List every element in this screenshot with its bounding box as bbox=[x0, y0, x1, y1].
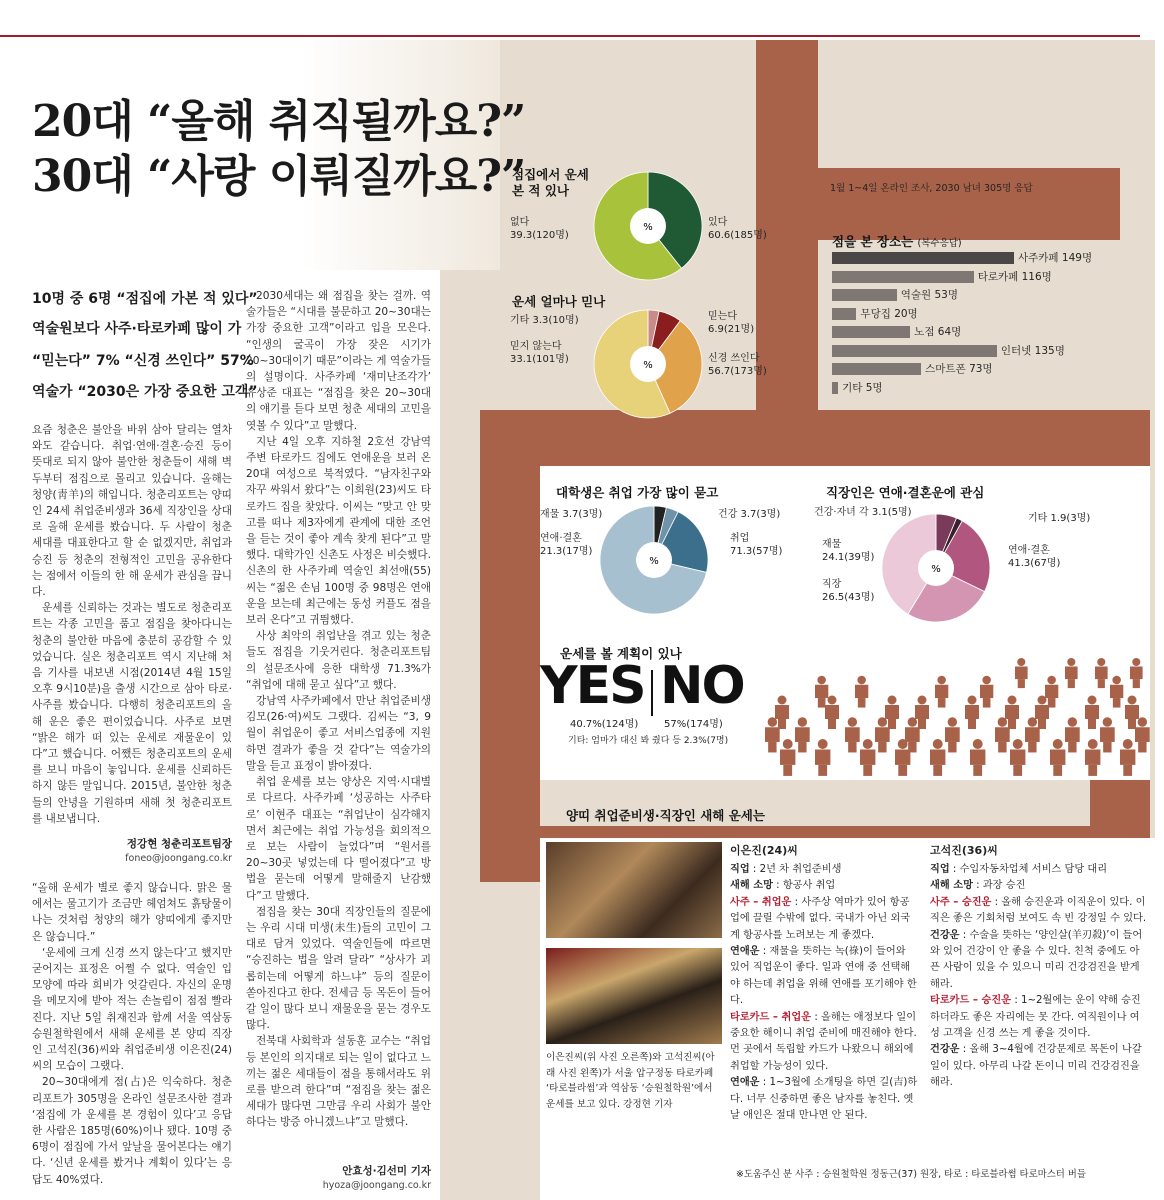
person-figure-11 bbox=[775, 696, 789, 730]
bar-label-6: 인터넷 135명 bbox=[1000, 344, 1065, 357]
person-figure-13 bbox=[885, 696, 899, 730]
bar-label-1: 사주카페 149명 bbox=[1018, 252, 1093, 264]
plan-yes: YES bbox=[540, 656, 645, 716]
person-figure-27 bbox=[1025, 717, 1040, 752]
pie3-label-job: 취업 71.3(57명) bbox=[730, 533, 783, 557]
plan-yes-value: 40.7%(124명) bbox=[570, 719, 639, 730]
pie4-chart bbox=[880, 512, 992, 624]
paragraph: 강남역 사주카페에서 만난 취업준비생 김모(26·여)씨도 그랬다. 김씨는 “3, 9월이 취업운이 좋고 서비스업종에 지원하면 결과가 좋을 것 같다”는 역술가의 말을 듣고 표정이 밝아졌다. bbox=[246, 695, 431, 772]
person2-details: 직업 : 수입자동차업체 서비스 담당 대리 새해 소망 : 과장 승진 사주 – 승진운 : 올해 승진운과 이직운이 있다. 이직은 좋은 기회처럼 보여도 속 빈 강정일 수 있다. 건강운 : 수술을 뜻하는 ‘양인살(羊刃殺)’이 들어와 있어 건강이 안 좋을 수 있다. 친척 중에도 아픈 사람이 있을 수 있으니 미리 건강검진을 받게 해라. 타로카드 – 승진운 : 1~2월에는 운이 약해 승진 하더라도 좋은 자리에는 못 간다. 여직원이나 여성 고객을 신경 쓰는 게 좋을 것이다. 건강운 : 올해 3~4월에 건강문제로 목돈이 나갈 일이 있다. 아무리 나갈 돈이니 미리 건강검진을 해라. bbox=[930, 864, 1147, 1089]
person-figure-20 bbox=[765, 717, 780, 752]
person-figure-40 bbox=[1120, 739, 1135, 776]
person-figure-37 bbox=[1010, 739, 1025, 776]
survey-note: 1월 1~4일 온라인 조사, 2030 남녀 305명 응답 bbox=[830, 183, 1033, 194]
pie4-label-wealth: 재물 24.1(39명) bbox=[822, 539, 875, 563]
byline-reporters: 안효성·김선미 기자 bbox=[342, 1165, 431, 1177]
photo-caption: 이은진씨(위 사진 오른쪽)와 고석진씨(아래 사진 왼쪽)가 서울 압구정동 타로카페 ‘타로블라썸’과 역삼동 ‘승원철학원’에서 운세를 보고 있다. 강정현 기자 bbox=[546, 1052, 715, 1110]
bar-2 bbox=[832, 271, 974, 283]
person-figure-29 bbox=[1100, 717, 1115, 752]
bar-4 bbox=[832, 308, 856, 320]
fortune-title: 양띠 취업준비생·직장인 새해 운세는 bbox=[566, 808, 765, 823]
headline-line1: 20대 “올해 취직될까요?” bbox=[32, 96, 526, 147]
plan-no: NO bbox=[660, 656, 744, 716]
pie4-label-workplace: 직장 26.5(43명) bbox=[822, 579, 875, 603]
pie2-label-believe: 믿는다 6.9(21명) bbox=[708, 311, 755, 335]
paragraph: 사상 최악의 취업난을 겪고 있는 청춘들도 점집을 기웃거린다. 청춘리포트팀의 설문조사에 응한 대학생 71.3%가 “취업에 대해 묻고 싶다”고 했다. bbox=[246, 630, 431, 691]
article-col2 bbox=[246, 288, 431, 1131]
photo-top bbox=[546, 842, 722, 938]
person-figure-30 bbox=[1135, 717, 1150, 752]
crowd-illustration bbox=[765, 640, 1150, 780]
bar-7 bbox=[832, 363, 921, 375]
char-box-left bbox=[480, 410, 540, 880]
subhead-1: 10명 중 6명 “점집에 가본 적 있다” bbox=[32, 291, 258, 307]
person-figure-15 bbox=[965, 696, 979, 730]
big-char: 占 bbox=[450, 62, 460, 73]
pie-unit-label: % bbox=[643, 360, 653, 371]
person-figure-14 bbox=[915, 696, 929, 730]
plan-note: 기타: 엄마가 대신 봐 줬다 등 2.3%(7명) bbox=[568, 736, 729, 746]
pie4-label-love: 연애·결혼 41.3(67명) bbox=[1008, 545, 1061, 569]
person-figure-16 bbox=[1005, 696, 1019, 730]
plan-title: 운세를 볼 계획이 있나 bbox=[560, 646, 682, 661]
pie2-title: 운세 얼마나 믿나 bbox=[512, 294, 606, 309]
person-figure-7 bbox=[935, 676, 948, 708]
pie-unit-label: % bbox=[931, 564, 941, 575]
person-figure-6 bbox=[855, 676, 868, 708]
char-horizontal-stroke bbox=[780, 168, 1120, 240]
subhead-3: “믿는다” 7% “신경 쓰인다” 57% bbox=[32, 353, 254, 369]
char-box-top bbox=[480, 410, 1150, 466]
person-figure-24 bbox=[905, 717, 920, 752]
person1-card bbox=[730, 842, 918, 1125]
pie4-label-health-children: 건강·자녀 각 3.1(5명) bbox=[814, 507, 912, 518]
person-figure-33 bbox=[860, 739, 875, 776]
pie1-chart bbox=[592, 170, 704, 282]
bar-label-5: 노점 64명 bbox=[914, 326, 962, 338]
person-figure-32 bbox=[815, 739, 830, 776]
subhead-4: 역술가 “2030은 가장 중요한 고객” bbox=[32, 384, 258, 400]
person-figure-19 bbox=[1125, 696, 1139, 730]
bar-title: 점을 본 장소는 (복수응답) bbox=[832, 234, 962, 249]
person-figure-28 bbox=[1065, 717, 1080, 752]
person-figure-34 bbox=[895, 739, 910, 776]
person-figure-26 bbox=[995, 717, 1010, 752]
subhead-2: 역술원보다 사주·타로카페 많이 가 bbox=[32, 321, 242, 337]
bar-label-7: 스마트폰 73명 bbox=[925, 363, 993, 375]
pie4-label-other: 기타 1.9(3명) bbox=[1028, 513, 1091, 524]
person-figure-9 bbox=[1045, 676, 1058, 708]
person-figure-31 bbox=[780, 739, 795, 776]
person-figure-12 bbox=[825, 696, 839, 730]
person-figure-8 bbox=[980, 676, 993, 708]
person-figure-1 bbox=[1015, 658, 1028, 688]
article-col1b bbox=[32, 880, 232, 1188]
person1-details: 직업 : 2년 차 취업준비생 새해 소망 : 항공사 취업 사주 – 취업운 : 사주상 역마가 있어 항공업에 끌릴 수밖에 없다. 국내가 아닌 외국계 항공사를 노려보는 게 좋겠다. 연애운 : 재물을 뜻하는 녹(祿)이 들어와 있어 직업운이 좋다. 일과 연애 중 선택해야 하는데 취업을 위해 연애를 포기해야 한다. 타로카드 – 취업운 : 올해는 애정보다 일이 중요한 해이니 취업 준비에 매진해야 한다. 먼 곳에서 독립할 카드가 나왔으니 해외에 취업할 가능성이 있다. 연애운 : 1~3월에 소개팅을 하면 길(吉)하다. 너무 신중하면 좋은 남자를 놓친다. 옛날 애인은 절대 만나면 안 된다. bbox=[730, 864, 918, 1122]
person-figure-18 bbox=[1085, 696, 1099, 730]
person-figure-23 bbox=[875, 717, 890, 752]
pie1-label-no: 없다 39.3(120명) bbox=[510, 217, 569, 241]
bar-8 bbox=[832, 382, 838, 394]
top-rule bbox=[0, 35, 1140, 37]
person-figure-38 bbox=[1050, 739, 1065, 776]
bar-label-8: 기타 5명 bbox=[842, 381, 883, 394]
bar-label-2: 타로카페 116명 bbox=[977, 270, 1052, 283]
person-figure-2 bbox=[1065, 658, 1078, 688]
bar-3 bbox=[832, 289, 897, 301]
bar-label-3: 역술원 53명 bbox=[900, 289, 959, 301]
pie3-label-health: 건강 3.7(3명) bbox=[718, 509, 781, 520]
pie3-title: 대학생은 취업 가장 많이 묻고 bbox=[556, 485, 719, 500]
pie1-title-line1: 점집에서 운세 bbox=[512, 167, 589, 182]
paragraph: 전북대 사회학과 설동훈 교수는 “취업 등 본인의 의지대로 되는 일이 없다고 느끼는 젊은 세대들이 점을 통해서라도 위로를 받으려 한다”며 “점집을 찾는 젊은 세대가 많다면 그만큼 우리 사회가 불안하다는 방증 아니겠느냐”고 말했다. bbox=[246, 1035, 431, 1129]
pie1-label-yes: 있다 60.6(185명) bbox=[708, 217, 767, 241]
person-figure-10 bbox=[1110, 676, 1123, 708]
pie3-label-love: 연애·결혼 21.3(17명) bbox=[540, 533, 593, 557]
person-figure-35 bbox=[930, 739, 945, 776]
bar-chart bbox=[832, 250, 1152, 400]
paragraph: 운세를 신뢰하는 것과는 별도로 청춘리포트는 각종 고민을 품고 점집을 찾아다니는 청춘의 불안한 마음에 충분히 공감할 수 있었습니다. 실은 청춘리포트 역시 지난해 처음 기사를 내보낸 시점(2014년 4월 15일 오후 9시10분)을 출생 시간으로 삼아 타로·사주를 봤습니다. 다행히 청춘리포트의 올해 운은 좋은 편이었습니다. 사주로 보면 “밝은 해가 떠 있는 운세로 재물운이 있다”고 했습니다. 어쨌든 청춘리포트의 운세를 보니 마음이 놓입니다. 운세를 신뢰하든 하지 않든 말입니다. 2015년, 불안한 청춘들의 안녕을 기원하며 새해 첫 청춘리포트를 내보냅니다. bbox=[32, 602, 232, 825]
person-figure-17 bbox=[1035, 696, 1049, 730]
person1-name: 이은진(24)씨 bbox=[730, 844, 798, 857]
person-figure-5 bbox=[815, 676, 828, 708]
paragraph: 2030세대는 왜 점집을 찾는 걸까. 역술가들은 “시대를 불문하고 20~30대는 가장 중요한 고객”이라고 입을 모은다. “인생의 굴곡이 가장 잦은 시기가 20~30대이기 때문”이라는 게 역술가들의 설명이다. 사주카페 ‘재미난조각가’ 유상준 대표는 “점집을 찾은 20~30대의 얘기를 듣다 보면 청춘 세대의 고민을 엿볼 수 있다”고 말했다. bbox=[246, 290, 431, 432]
person-figure-25 bbox=[945, 717, 960, 752]
pie2-label-other: 기타 3.3(10명) bbox=[510, 315, 579, 326]
pie3-chart bbox=[598, 504, 710, 616]
person2-name: 고석진(36)씨 bbox=[930, 844, 998, 857]
paragraph: 20~30대에게 점(占)은 익숙하다. 청춘리포트가 305명을 온라인 설문조사한 결과 ‘점집에 가 운세를 본 경험이 있다’고 응답한 사람은 185명(60%)이나 됐다. 10명 중 6명이 점집에 가서 앞날을 물어본다는 얘기다. ‘신년 운세를 봤거나 계획이 있다’는 응답도 40%였다. bbox=[32, 1076, 232, 1186]
photo-bottom bbox=[546, 948, 722, 1044]
pie2-chart bbox=[592, 308, 704, 420]
paragraph: “올해 운세가 별로 좋지 않습니다. 맑은 물에서는 물고기가 조금만 헤엄쳐도 흙탕물이 나는 것처럼 청양의 해가 양띠에게 좋지만은 않습니다.” bbox=[32, 882, 232, 943]
email-2[interactable]: hyoza@joongang.co.kr bbox=[322, 1180, 431, 1191]
person-figure-36 bbox=[970, 739, 985, 776]
person-figure-3 bbox=[1095, 658, 1108, 688]
article-col1 bbox=[32, 422, 232, 827]
byline-team-lead: 정강현 청춘리포트팀장 bbox=[126, 838, 232, 850]
person-figure-39 bbox=[1085, 739, 1100, 776]
pie2-label-concerned: 신경 쓰인다 56.7(173명) bbox=[708, 353, 767, 377]
person-figure-22 bbox=[845, 717, 860, 752]
paragraph: 점집을 찾는 30대 직장인들의 질문에는 우리 시대 미생(未生)들의 고민이 그대로 담겨 있었다. 역술인들에 따르면 “승진하는 법을 알려 달라” “상사가 괴롭히는데 어떻게 하느냐” 등의 질문이 쏟아진다고 한다. 전세금 등 목돈이 들어갈 일이 많다 보니 재물운을 묻는 경우도 많다. bbox=[246, 905, 431, 1032]
person-figure-21 bbox=[795, 717, 810, 752]
pie-unit-label: % bbox=[649, 556, 659, 567]
paragraph: 취업 운세를 보는 양상은 지역·시대별로 다르다. 사주카페 ‘성공하는 사주타로’ 이현주 대표는 “취업난이 심각해지면서 최근에는 취업 가능성을 회의적으로 보는 사람이 늘었다”며 “원서를 20~30곳 넣었는데 다 떨어졌다”고 방법을 묻는데 어떻게 말해줄지 난감했다”고 말했다. bbox=[246, 776, 431, 902]
bar-label-4: 무당집 20명 bbox=[860, 307, 918, 320]
bar-1 bbox=[832, 252, 1014, 264]
bar-5 bbox=[832, 326, 910, 338]
pie-unit-label: % bbox=[643, 222, 653, 233]
plan-no-value: 57%(174명) bbox=[664, 719, 723, 730]
headline-line2: 30대 “사랑 이뤄질까요?” bbox=[32, 151, 526, 202]
paragraph: 요즘 청춘은 불안을 바위 삼아 달리는 열차와도 같습니다. 취업·연애·결혼·승진 등이 뜻대로 되지 않아 불안한 청춘들이 새해 벽두부터 점집으로 몰리고 있습니다. 올해는 청양(靑羊)의 해입니다. 청춘리포트는 양띠인 24세 취업준비생과 36세 직장인을 상대로 올해 운세를 봤습니다. 두 사람이 청춘 세대를 대표한다고 할 순 없겠지만, 취업과 승진 등 청춘의 전형적인 고민을 공유한다는 점에서 이들의 한 해 운세가 관심을 끕니다. bbox=[32, 424, 232, 599]
pie2-label-disbelieve: 믿지 않는다 33.1(101명) bbox=[510, 341, 569, 365]
paragraph: 지난 4일 오후 지하철 2호선 강남역 주변 타로카드 집에도 연애운을 보러 온 20대 여성으로 북적였다. “남자친구와 자꾸 싸워서 왔다”는 이희원(23)씨도 타로카드 집을 찾았다. 이씨는 “맞고 안 맞고를 떠나 제3자에게 관계에 대한 조언을 듣는 것이 좋아 계속 찾게 된다”고 말했다. 대학가인 신촌도 사정은 비슷했다. 신촌의 한 사주카페 역술인 최선애(55)씨는 “젊은 손님 100명 중 98명은 연애운을 보는데 최근에는 동성 커플도 점을 보러 온다”고 귀띔했다. bbox=[246, 435, 431, 627]
pie1-title-line2: 본 적 있나 bbox=[512, 183, 570, 198]
plan-divider bbox=[651, 670, 653, 716]
person-figure-4 bbox=[1130, 658, 1143, 688]
fortune-footnote: ※도움주신 분 사주 : 승원철학원 정동근(37) 원장, 타로 : 타로블라썸 타로마스터 버들 bbox=[736, 1169, 1086, 1180]
bar-6 bbox=[832, 345, 997, 357]
pie4-title: 직장인은 연애·결혼운에 관심 bbox=[826, 485, 985, 500]
email-1[interactable]: foneo@joongang.co.kr bbox=[125, 853, 232, 864]
paragraph: ‘운세에 크게 신경 쓰지 않는다’고 했지만 굳어지는 표정은 어쩔 수 없다. 역술인 입 모양에 따라 희비가 엇갈린다. 자신의 운명을 메모지에 받아 적는 손놀림이 점점 빨라진다. 지난 5일 취재진과 함께 서울 역삼동 승원철학원에서 새해 운세를 본 양띠 직장인 고석진(36)씨와 취업준비생 이은진(24)씨의 모습이 그랬다. bbox=[32, 946, 232, 1073]
person2-card bbox=[930, 842, 1148, 1092]
pie3-label-wealth: 재물 3.7(3명) bbox=[540, 509, 603, 520]
